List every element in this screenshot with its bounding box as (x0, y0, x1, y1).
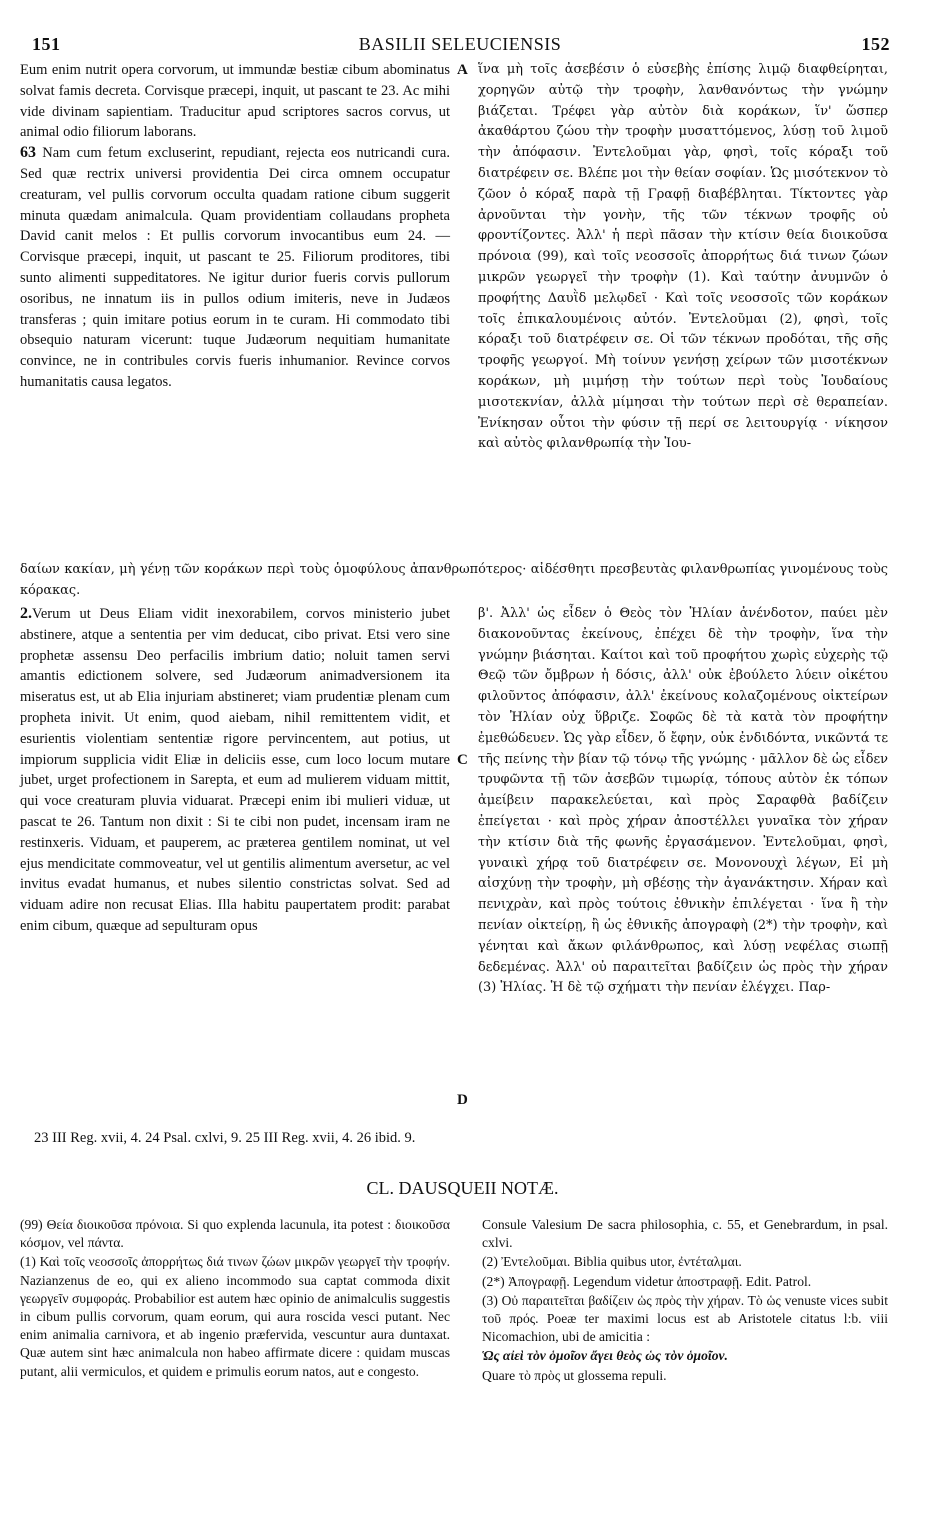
margin-letter-d: D (457, 1092, 468, 1108)
running-title: BASILII SELEUCIENSIS (358, 34, 562, 54)
latin-paragraph-2 (20, 143, 450, 393)
note-3: (3) Οὐ παραιτεῖται βαδίζειν ὡς πρὸς τὴν χήραν. Τὸ ὡς venuste vices subit τοῦ πρός. Poeæ ter maximi locus est ab Aristotele citatus l:b. viii Nicomachion, ubi de amicitia : (482, 1292, 888, 1345)
greek-spanning-lines: δαίων κακίαν, μὴ γένῃ τῶν κοράκων περὶ τοὺς ὁμοφύλους ἀπανθρωπότερος· αἰδέσθητι πρεσβευτὰς φιλανθρωπίας γινομένους τοὺς κόρακας. (20, 562, 888, 598)
greek-section-label: β'. (478, 606, 494, 621)
left-page-number: 151 (32, 34, 61, 54)
latin-paragraph-3 (20, 604, 450, 937)
note-closing: Quare τὸ πρὸς ut glossema repuli. (482, 1367, 667, 1383)
greek-paragraph-2-text: Ἀλλ' ὡς εἶδεν ὁ Θεὸς τὸν Ἠλίαν ἀνένδοτον, παύει μὲν διακονοῦντας ἐκείνους, ἐπέχει δὲ τὴν τροφὴν, ἵνα τὴν γνώμην βιάσηται. Καίτοι καὶ τοῦ προφήτου χωρὶς εὐχερὴς τῷ Θεῷ τῶν ὄμβρων ἡ δόσις, ἀλλ' οὐκ ἐβούλετο λύειν οἰκέτου φιλοῦντος ἀπόφασιν, ἀλλ' ἐκείνους κολαζομένους οἰκτείρων τὸν Ἠλίαν οὐχ ὕβριζε. Σοφῶς δὲ τὰ κατὰ τὸν προφήτην ἐμεθώδευεν. Ὡς γὰρ εἶδεν, ὅ ἔφην, οὐκ ἐνδιδόντα, νικῶντά τε τῆς πείνης τὴν βίαν τῷ τόνῳ τῆς γνώμης · μᾶλλον δὲ ὡς εἶδεν τρυφῶντα τῇ τῶν ἀσεβῶν τιμωρίᾳ, τόπους αὐτὸν ἐκ τόπων ἀμείβειν παρακελεύεται, καὶ πρὸς Σαραφθὰ βαδίζειν ἐπείγεται · καὶ πρὸς χήραν ἀποστέλλει γυναῖκα τὸν χήραν τὴν κτίσιν διὰ τῆς φωνῆς ἐργασάμενον. Ἐντελοῦμαι, φησὶ, γυναικὶ χήρᾳ τοῦ διατρέφειν σε. Μονονουχὶ λέγων, Εἰ μὴ αἰσχύνῃ τὴν τροφὴν, μὴ σβέσῃς τὴν ἀγανάκτησιν. Χήραν καὶ πενιχρὰν, καὶ πρὸς τούτοις ἐθνικὴν ἐπιλέγεται · ἵνα ἢ τὴν πενίαν οἰκτείρῃ, ἢ ὡς ἐθνικῆς ἀπογραφὴ (2*) τὴν τροφὴν, καὶ γένηται καὶ ἄκων φιλάνθρωπος, καὶ λύσῃ νεφέλας σιωπῇ δεδεμένας. Ἀλλ' οὐ παραιτεῖται βαδίζειν ὡς πρὸς τὴν χήραν (3) Ἠλίας. Ἡ δὲ τῷ σχήματι τὴν πενίαν ἐλέγχει. Παρ- (478, 606, 889, 996)
latin-paragraph-1: Eum enim nutrit opera corvorum, ut immundæ bestiæ cibum abominatus solvat famis decreta. Corvisque præcepi, inquit, ut pascant te 23. Ac mihi vide divinam sapientiam. Traducitur apud scriptores sacros corvus, ut animal odio filiorum laborans. (20, 62, 450, 141)
note-continuation: Consule Valesium De sacra philosophia, c. 55, et Genebrardum, in psal. cxlvi. (482, 1217, 888, 1251)
latin-column-upper (20, 60, 450, 393)
note-1: (1) Καὶ τοῖς νεοσσοῖς ἀπορρήτως διά τινων ζώων μικρῶν γεωργεῖ τὴν τροφήν. Nazianzenus de eo, qui ex alieno incommodo sua captat commoda dixit γεωργεῖν συμφοράς. Probabilior est autem hæc opinio de animalculis suggestis in cibum pullis corvorum, quam eorum, qui aura roscida vesci putant. Nec enim animalia carnivora, et ab ingenio præfervida, vescuntur aura duntaxat. Quæ autem sint hæc animalcula non habeo affirmate dicere : quidam muscas putant, alii vermiculos, et quidem e primulis eorum natos, aut e congesto. (20, 1254, 450, 1379)
note-99: (99) Θεία διοικοῦσα πρόνοια. Si quo explenda lacunula, ita potest : διοικοῦσα κόσμον, vel πάντα. (20, 1217, 450, 1251)
notes-title: CL. DAUSQUEII NOTÆ. (366, 1178, 559, 1198)
greek-column-upper (478, 60, 888, 455)
latin-paragraph-2-text: Nam cum fetum excluserint, repudiant, rejecta eos nutricandi cura. Sed quæ rectrix universi providentia Dei circa omnem occupatur creaturam, vel pullis corvorum occulta quadam ratione cibum suggerit minuta quædam animalcula. Quam providentiam collaudans propheta David canit melos : Et pullis corvorum invocantibus eum 24. — Corvisque præcepi, inquit, ut pascant te 25. Filiorum proditores, tibi sunto alimenti suppeditatores. Ne igitur durior fueris corvis pullorum osoribus, ne innatum iis in pullos odium imiteris, neve in Judæos transferas ; quin imitare potius eorum in te curam. Hi commodato tibi obsequio naturam vicerunt: tuque Judæorum nequitiam humanitate convince, ne in contribules corvis fueris inhumanior. Revince corvos humanitatis causa legatos. (20, 145, 450, 390)
greek-column-lower (478, 604, 888, 999)
note-2-star: (2*) Ἀπογραφῇ. Legendum videtur ἀποστραφῇ. Edit. Patrol. (482, 1273, 812, 1289)
margin-letter-c: C (457, 752, 468, 768)
greek-paragraph-1: ἵνα μὴ τοῖς ἀσεβέσιν ὁ εὐσεβὴς ἐπίσης λιμῷ διαφθείρηται, χορηγῶν αὐτῷ τὴν τροφὴν, λανθανόντως τὴν γνώμην βιάζεται. Τρέφει γὰρ αὐτὸν διὰ κοράκων, ἵν' ὥσπερ ἀκαθάρτου ζώου τὴν τροφὴν μυσαττόμενος, λύσῃ τοῦ λιμοῦ τὴν ἀπόφασιν. Ἐντελοῦμαι γὰρ, φησὶ, τοῖς κόραξι τοῦ διατρέφειν σε. Βλέπε μοι τὴν θείαν σοφίαν. Ὡς μισότεκνον τὸ ζῶον ὁ κόραξ παρὰ τῇ Γραφῇ διαβέβληται. Τίκτοντες γὰρ ἀρνοῦνται τὴν γονὴν, τῆς τῶν τέκνων τροφῆς οὐ φροντίζοντες. Ἀλλ' ἡ περὶ πᾶσαν τὴν κτίσιν θεία διοικοῦσα πρόνοια (99), καὶ τοῖς νεοσσοῖς ἀπορρήτως διά τινων ζώων μικρῶν γεωργεῖ τὴν τροφὴν (1). Καὶ ταύτην ἀνυμνῶν ὁ προφήτης Δαυῒδ μελῳδεῖ · Καὶ τοῖς νεοσσοῖς τῶν κοράκων τοῖς ἐπικαλουμένοις αὐτόν. Ἐντελοῦμαι (2), φησὶ, τοῖς κόραξι τοῦ διατρέφειν σε. Οἱ τῶν τέκνων προδόται, τῆς σῆς τροφῆς γεωργοί. Μὴ τοίνυν γενήσῃ χείρων τῶν μισοτέκνων κοράκων, μὴ μιμήσῃ τὴν τούτων περὶ τοὺς Ἰουδαίους μισοτεκνίαν, ἀλλὰ μίμησαι τὴν τούτων περὶ σὲ θεραπείαν. Ἐνίκησαν οὗτοι τὴν φύσιν τῇ περί σε λειτουργίᾳ · νίκησον καὶ αὐτὸς φιλανθρωπίᾳ τὴν Ἰου- (478, 62, 888, 452)
section-number-2: 2. (20, 605, 32, 622)
notes-column-right (482, 1216, 888, 1386)
scripture-references: 23 III Reg. xvii, 4. 24 Psal. cxlvi, 9. 25 III Reg. xvii, 4. 26 ibid. 9. (34, 1130, 416, 1146)
note-verse: Ὡς αἰεὶ τὸν ὁμοῖον ἄγει θεὸς ὡς τὸν ὁμοῖον. (482, 1348, 728, 1364)
right-page-number: 152 (861, 34, 890, 54)
running-header (30, 34, 890, 56)
margin-letter-a: A (457, 62, 468, 78)
latin-paragraph-3-text: Verum ut Deus Eliam vidit inexorabilem, corvos ministerio jubet abstinere, atque a sententia per vim deducat, cibo privat. Etsi vero sine prophetæ assensu Deo perfacilis imbrium datio; noluit tamen servi amantis edictionem solvere, sed Judæorum animadversionem ita miseratus est, ut ab Elia injuriam abstineret; viam prudentiæ plenam cum propheta inivit. Ut enim, quod aiebam, nihil remittentem vidit, et esurientis violentiam sententiæ rigore pervincentem, aut potius, ut impiorum supplicia vidit Eliæ in deliciis esse, cum loco locum mutare jubet, urget profectionem in Sarepta, et eum ad mulierem viduam mittit, qui voce creaturam pluvia viduarat. Præcepi enim ibi mulieri viduæ, ut pascat te 26. Tantum non dixit : Si te cibi non pudet, incensam iram ne restinxeris. Viduam, et pauperem, ac præterea gentilem nominat, ut vel ejus mendicitate commoveatur, vel ut gentilis alimentum aversetur, ac vel invitus evadat humanus, et nubes silentio constrictas solvat. Sed ad viduam adire non recusat Elias. Illa habitu paupertatem prodit: parabat enim cibum, quæque ad sepulturam opus (20, 606, 450, 934)
latin-column-lower (20, 604, 450, 937)
notes-column-left (20, 1216, 450, 1382)
section-marker-63: 63 (20, 144, 36, 162)
greek-paragraph-2 (478, 604, 888, 999)
note-2: (2) Ἐντελοῦμαι. Biblia quibus utor, ἐντέταλμαι. (482, 1254, 742, 1270)
